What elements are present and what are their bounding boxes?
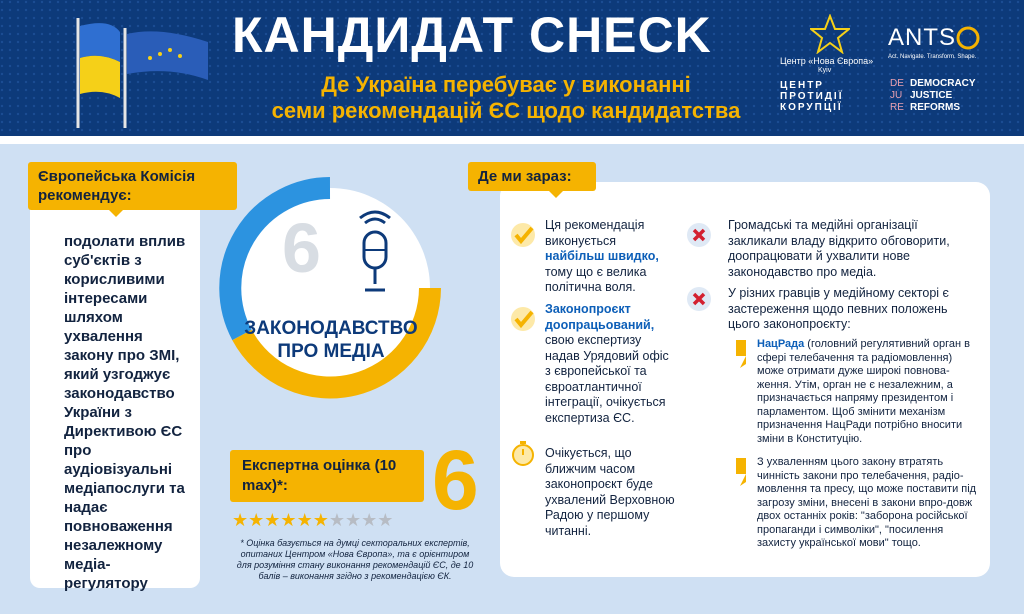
dejure-left-2: JU (890, 90, 903, 101)
dejure-left-3: RE (890, 102, 904, 113)
flags-illustration (20, 18, 210, 128)
status-item-5: У різних гравців у медійному секторі є застереження щодо певних положень цього законопроєкту: (728, 286, 949, 331)
header-divider (0, 136, 1024, 144)
topic-title-line-2: ПРО МЕДІА (277, 341, 385, 362)
quote-mark-icon (736, 340, 750, 368)
check-icon (510, 222, 536, 248)
anticorruption-line-2: ПРОТИДІЇ (780, 91, 844, 102)
logo-dejure-left (890, 78, 904, 114)
microphone-icon (354, 206, 396, 296)
expert-score-label: Експертна оцінка (10 max)*: (230, 450, 424, 502)
star-empty-icon: ★ (344, 510, 362, 530)
concern-quote-1 (757, 338, 977, 446)
progress-ring (212, 170, 448, 406)
commission-tag: Європейська Комісія рекомендує: (28, 162, 237, 210)
cross-icon (686, 222, 712, 248)
dejure-right-3: REFORMS (910, 102, 960, 113)
status-item-2-text: свою експертизу надав Урядовий офіс з європейської та євроатлантичної інтеграції, очікується експертиза ЄС. (545, 333, 669, 425)
star-filled-icon: ★ (280, 510, 297, 530)
logo-nova-europa: Центр «Нова Європа» (780, 56, 874, 66)
concern-quote-2: З ухваленням цього закону втратять чинність закони про телебачення, радіо-мовлення та пресу, що може поставити під загрозу зміни, внесені в закони впро-довж двох останніх років: "заборона російської пропаганди і символіки", "посилення захисту української мови" тощо. (757, 456, 977, 549)
dejure-right-2: JUSTICE (910, 90, 953, 101)
dejure-left-1: DE (890, 78, 904, 89)
status-item-1-text: Ця рекомендація виконується (545, 218, 645, 248)
concern-quote-1-highlight: НацРада (757, 338, 805, 350)
status-item-2 (545, 302, 675, 426)
dejure-right-1: DEMOCRACY (910, 78, 976, 89)
logo-ants: ANTS (888, 24, 957, 51)
status-item-1 (545, 218, 675, 296)
logo-dejure-right (910, 78, 976, 114)
concern-quote-1-text: (головний регулятивний орган в сфері телебачення та радіомовлення) може отримати дуже широкі повнова-ження. Утім, орган не є незалежним, а призначається напряму президентом і парламентом. Щоб змінити механізм призначення НацРади потрібно вносити зміни в Конституцію. (757, 338, 970, 445)
star-logo-icon (810, 14, 850, 54)
status-item-1-highlight: найбільш швидко, (545, 249, 659, 263)
star-filled-icon: ★ (296, 510, 313, 530)
expert-score-value: 6 (432, 433, 479, 527)
star-filled-icon: ★ (264, 510, 281, 530)
recommendation-number: 6 (282, 209, 321, 287)
check-icon (510, 306, 536, 332)
logo-anticorruption (780, 80, 843, 113)
page-title: КАНДИДАТ CHECK (232, 7, 712, 63)
footnote: * Оцінка базується на думці секторальних експертів, опитаних Центром «Нова Європа», та є орієнтиром для розуміння стану виконання рекомендацій ЄС, де 10 балів – виконання згідно з рекомендацією ЄК. (236, 538, 474, 581)
recommendation-text: подолати вплив суб'єктів з корисливими інтересами шляхом ухвалення закону про ЗМІ, який узгоджує законодавство України з Директивою ЄС про аудіовізуальні медіапослуги та надає повноваження незалежному медіа-регулятору (64, 233, 186, 592)
status-item-4: Громадські та медійні організації закликали владу відкрито обговорити, доопрацювати й ухвалити нове законодавство про медіа. (728, 218, 950, 279)
quote-mark-icon (736, 458, 750, 486)
anticorruption-line-3: КОРУПЦІЇ (780, 102, 843, 113)
subtitle-line-1: Де Україна перебуває у виконанні (321, 72, 691, 97)
rating-stars (232, 510, 393, 531)
status-item-1-rest: тому що є велика політична воля. (545, 264, 647, 294)
anticorruption-line-1: ЦЕНТР (780, 80, 824, 91)
subtitle-line-2: семи рекомендацій ЄС щодо кандидатства (271, 98, 741, 123)
topic-title-line-1: ЗАКОНОДАВСТВО (244, 318, 418, 339)
star-empty-icon: ★ (361, 510, 378, 530)
topic-title (236, 317, 426, 363)
status-item-2-highlight: Законопроєкт доопрацьований, (545, 302, 655, 332)
cross-icon (686, 286, 712, 312)
partner-logos (770, 10, 1024, 130)
page-subtitle (236, 72, 776, 124)
header-banner (0, 0, 1024, 136)
status-item-3: Очікується, що ближчим часом законопроєкт буде ухвалений Верховною Радою у першому читанні. (545, 446, 675, 538)
logo-nova-europa-sub: Kyiv (818, 67, 832, 74)
stopwatch-icon (510, 440, 536, 466)
status-tag: Де ми зараз: (468, 162, 596, 191)
star-filled-icon: ★ (248, 510, 265, 530)
star-empty-icon: ★ (377, 510, 394, 530)
ants-swirl-icon (956, 26, 980, 50)
logo-ants-sub: Act. Navigate. Transform. Shape. (888, 54, 977, 60)
star-filled-icon: ★ (232, 510, 249, 530)
star-empty-icon: ★ (328, 510, 345, 530)
star-filled-icon: ★ (312, 510, 329, 530)
